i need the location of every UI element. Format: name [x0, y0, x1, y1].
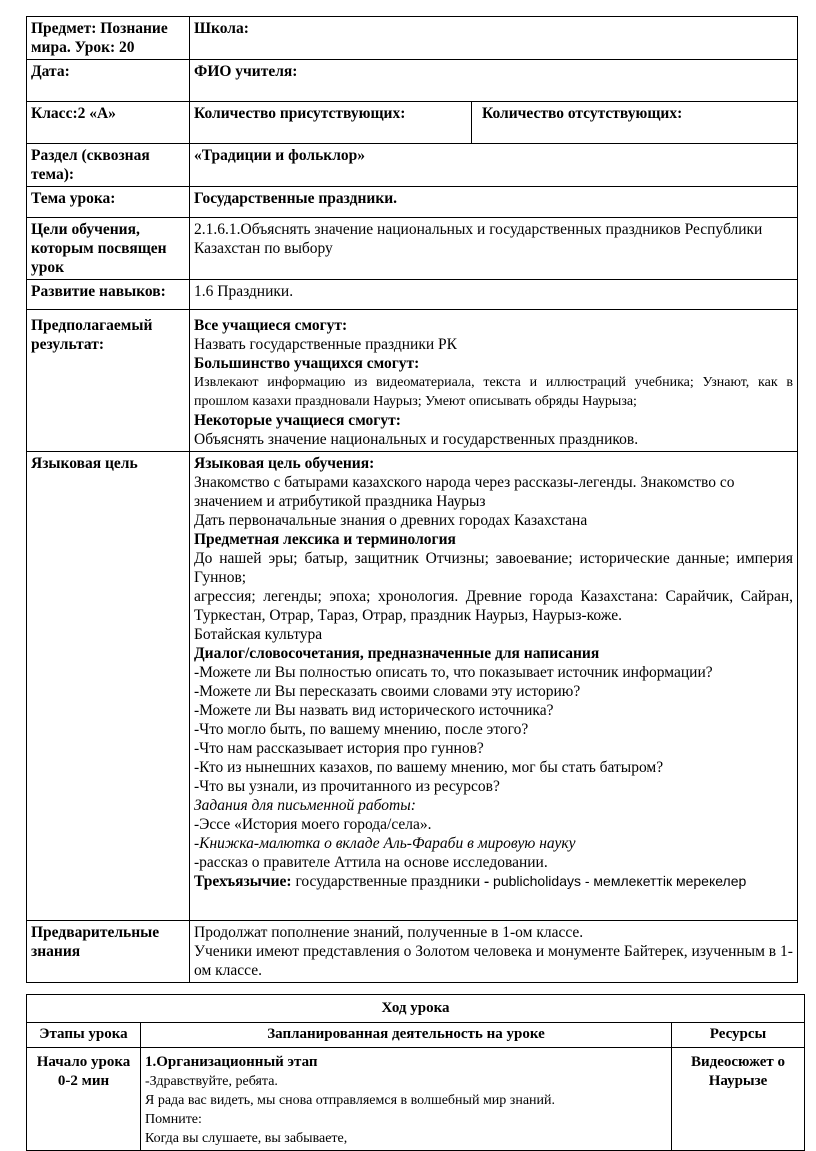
language-goal-text-2: Дать первоначальные знания о древних городах Казахстана	[194, 512, 588, 529]
dialog-question: -Что вы узнали, из прочитанного из ресурсов?	[194, 778, 500, 795]
trilingual-dash: -	[584, 873, 590, 889]
vocabulary-text: До нашей эры; батыр, защитник Отчизны; завоевание; исторические данные; империя Гуннов;	[194, 550, 793, 586]
some-students-text: Объяснять значение национальных и государственных праздников.	[194, 431, 639, 448]
dialog-question: -Кто из нынешних казахов, по вашему мнению, мог бы стать батыром?	[194, 759, 664, 776]
resource-cell: Видеосюжет о Наурызе	[672, 1048, 805, 1151]
column-header-resources: Ресурсы	[672, 1023, 805, 1048]
expected-result-value	[190, 310, 798, 452]
activity-line: -Здравствуйте, ребята.	[145, 1074, 278, 1089]
essay-task: -Эссе «История моего города/села».	[194, 816, 432, 833]
stage-time: 0-2 мин	[57, 1073, 110, 1089]
language-goal-text: Знакомство с батырами казахского народа через рассказы-легенды. Знакомство со значением и атрибутикой праздника Наурыз	[194, 474, 735, 510]
activity-heading: 1.Организационный этап	[145, 1054, 318, 1070]
activity-line: Я рада вас видеть, мы снова отправляемся в волшебный мир знаний.	[145, 1093, 556, 1108]
section-value: «Традиции и фольклор»	[190, 144, 798, 187]
school-cell: Школа:	[190, 17, 798, 60]
dialog-heading: Диалог/словосочетания, предназначенные для написания	[194, 645, 600, 662]
written-tasks-heading: Задания для письменной работы:	[194, 797, 416, 814]
most-students-heading: Большинство учащихся смогут:	[194, 355, 420, 372]
column-header-stages: Этапы урока	[27, 1023, 141, 1048]
language-goal-value	[190, 452, 798, 921]
skills-value: 1.6 Праздники.	[190, 280, 798, 310]
story-task: -рассказ о правителе Аттила на основе исследовании.	[194, 854, 548, 871]
course-title: Ход урока	[27, 995, 805, 1023]
vocabulary-text-3: Ботайская культура	[194, 626, 323, 643]
dialog-question: -Можете ли Вы полностью описать то, что показывает источник информации?	[194, 664, 713, 681]
dialog-question: -Что могло быть, по вашему мнению, после этого?	[194, 721, 529, 738]
class-cell: Класс:2 «А»	[27, 102, 190, 144]
language-goal-label: Языковая цель	[27, 452, 190, 921]
all-students-text: Назвать государственные праздники РК	[194, 336, 458, 353]
dialog-question: -Что нам рассказывает история про гуннов?	[194, 740, 484, 757]
vocabulary-heading: Предметная лексика и терминология	[194, 531, 456, 548]
column-header-activity: Запланированная деятельность на уроке	[141, 1023, 672, 1048]
prior-knowledge-value	[190, 921, 798, 983]
dialog-question: -Можете ли Вы пересказать своими словами эту историю?	[194, 683, 581, 700]
stage-name: Начало урока	[36, 1054, 131, 1070]
activity-line: Когда вы слушаете, вы забываете,	[145, 1131, 348, 1146]
vocabulary-text-2: агрессия; легенды; эпоха; хронология. Древние города Казахстана: Сарайчик, Сайран, Туркестан, Отрар, Тараз, Отрар, праздник Наурыз, Наурыз-коже.	[194, 588, 793, 624]
trilingual-kazakh: мемлекеттік мерекелер	[593, 873, 747, 889]
prior-knowledge-text-2: Ученики имеют представления о Золотом человека и монументе Байтерек, изученным в 1-ом классе.	[194, 943, 793, 979]
activity-cell	[141, 1048, 672, 1151]
present-count-cell: Количество присутствующих:	[190, 102, 472, 144]
teacher-cell: ФИО учителя:	[190, 60, 798, 102]
stage-cell	[27, 1048, 141, 1151]
book-task-text: Книжка-малютка о вкладе Аль-Фараби в мировую науку	[199, 835, 576, 852]
all-students-heading: Все учащиеся смогут:	[194, 317, 348, 334]
book-task-dash: -	[194, 835, 200, 852]
learning-goals-value: 2.1.6.1.Объяснять значение национальных и государственных праздников Республики Казахстан по выбору	[190, 218, 798, 280]
some-students-heading: Некоторые учащиеся смогут:	[194, 412, 401, 429]
most-students-text: Извлекают информацию из видеоматериала, текста и иллюстраций учебника; Узнают, как в прошлом казахи праздновали Наурыз; Умеют описывать обряды Наурыза;	[194, 375, 793, 409]
subject-cell: Предмет: Познание мира. Урок: 20	[27, 17, 190, 60]
prior-knowledge-text: Продолжат пополнение знаний, полученные в 1-ом классе.	[194, 924, 584, 941]
skills-label: Развитие навыков:	[27, 280, 190, 310]
activity-line: Помните:	[145, 1112, 202, 1127]
trilingual-heading: Трехъязычие:	[194, 873, 292, 890]
absent-count-cell: Количество отсутствующих:	[472, 102, 798, 144]
lesson-plan-table	[26, 16, 798, 983]
date-cell: Дата:	[27, 60, 190, 102]
trilingual-line	[194, 872, 793, 891]
trilingual-english: publicholidays	[493, 873, 581, 889]
section-label: Раздел (сквозная тема):	[27, 144, 190, 187]
trilingual-russian: государственные праздники	[295, 873, 481, 890]
topic-value: Государственные праздники.	[190, 187, 798, 218]
learning-goals-label: Цели обучения, которым посвящен урок	[27, 218, 190, 280]
prior-knowledge-label: Предварительные знания	[27, 921, 190, 983]
trilingual-dash: -	[484, 873, 490, 890]
expected-result-label: Предполагаемый результат:	[27, 310, 190, 452]
lesson-course-table	[26, 994, 805, 1151]
book-task	[194, 834, 793, 853]
dialog-question: -Можете ли Вы назвать вид исторического источника?	[194, 702, 554, 719]
topic-label: Тема урока:	[27, 187, 190, 218]
language-goal-heading: Языковая цель обучения:	[194, 455, 375, 472]
